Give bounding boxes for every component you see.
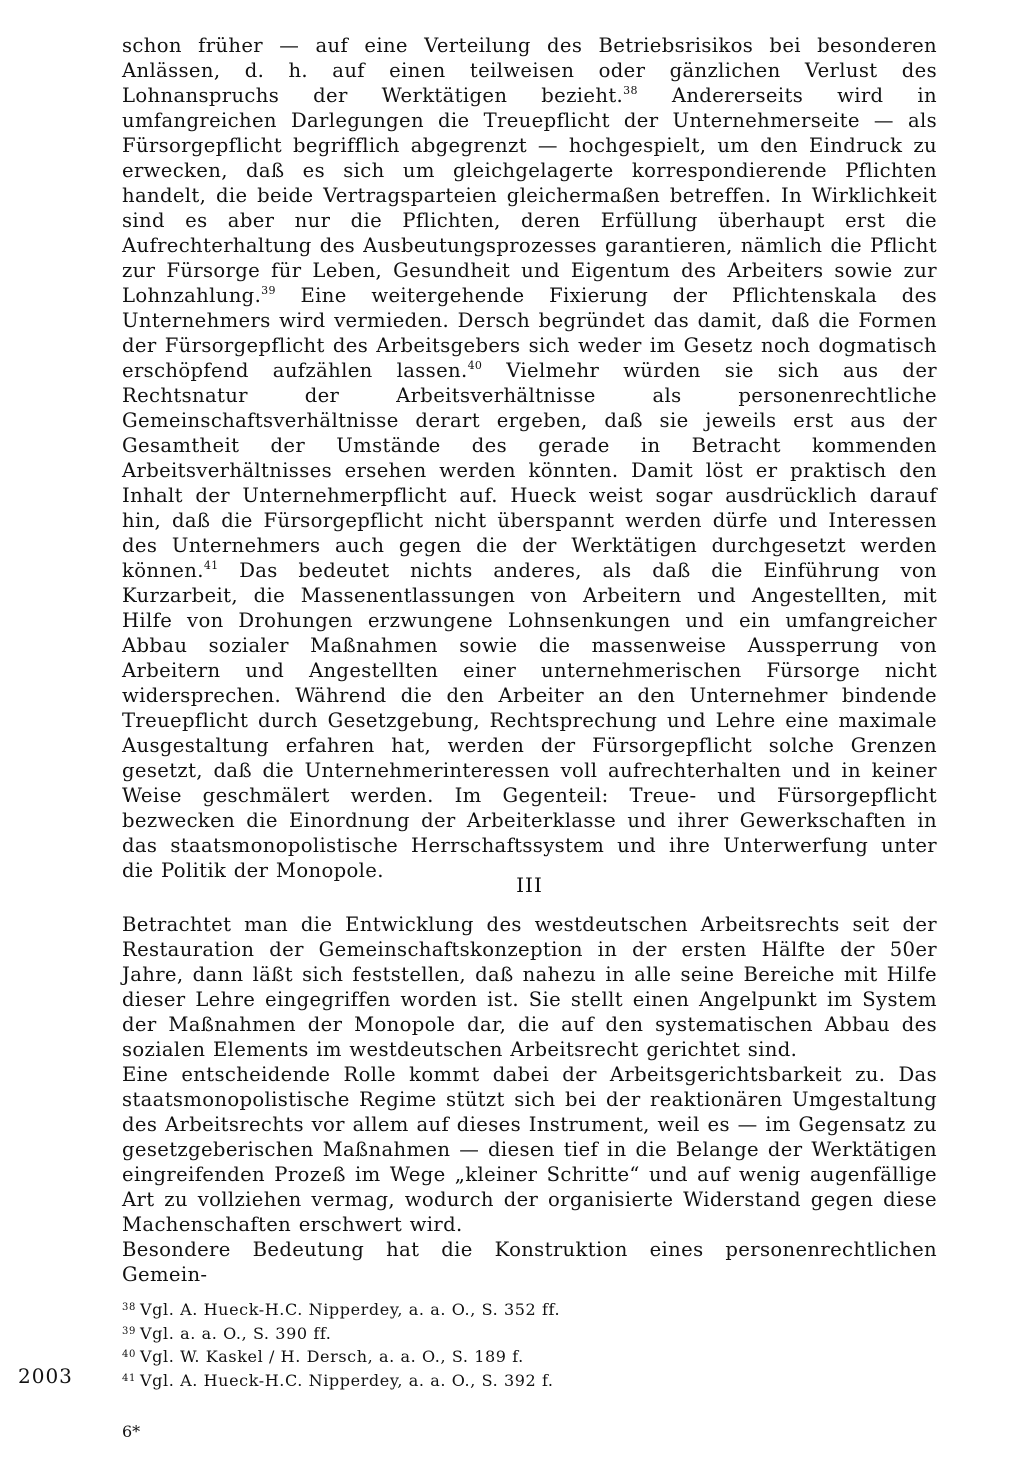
footnote-40: $^{40}$ Vgl. W. Kaskel / H. Dersch, a. a. O., S. 189 f. [122,1347,524,1366]
section-heading: III [516,873,543,897]
paragraph-text: Das bedeutet nichts anderes, als daß die Einführung von Kurzarbeit, die Massenentlassungen von Arbeitern und Angestellten, mit Hilfe von Drohungen erzwungene Lohnsenkungen und ein umfangreicher Abbau sozialer Maßnahmen sowie die massenweise Aussperrung von Arbeitern und Angestellten einer unternehmerischen Fürsorge nicht widersprechen. Während die den Arbeiter an den Unternehmer bindende Treuepflicht durch Gesetzgebung, Rechtsprechung und Lehre eine maximale Ausgestaltung erfahren hat, werden der Fürsorgepflicht solche Grenzen gesetzt, daß die Unternehmerinteressen voll aufrechterhalten und in keiner Weise geschmälert werden. Im Gegenteil: Treue- und Fürsorgepflicht bezwecken die Einordnung der Arbeiterklasse und ihrer Gewerkschaften in das staatsmonopolistische Herrschaftssystem und ihre Unterwerfung unter die Politik der Monopole. [122,559,937,882]
body-paragraph-2: Betrachtet man die Entwicklung des westdeutschen Arbeitsrechts seit der Restauration der Gemeinschaftskonzeption in der ersten Hälfte der 50er Jahre, dann läßt sich feststellen, daß nahezu in alle seine Bereiche mit Hilfe dieser Lehre eingegriffen worden ist. Sie stellt einen Angelpunkt im System der Maßnahmen der Monopole dar, die auf den systematischen Abbau des sozialen Elements im westdeutschen Arbeitsrecht gerichtet sind. [122,913,937,1061]
body-paragraph-4: Besondere Bedeutung hat die Konstruktion eines personenrechtlichen Gemein- [122,1238,937,1286]
body-paragraph-1 [122,33,937,883]
footnote-39: $^{39}$ Vgl. a. a. O., S. 390 ff. [122,1323,332,1343]
footnote-text: Vgl. A. Hueck-H.C. Nipperdey, a. a. O., S. 352 ff. [140,1300,561,1319]
footnote-ref-38[interactable]: 38 [623,84,638,97]
paragraph-text: schon früher — auf eine Verteilung des Betriebsrisikos bei besonderen Anlässen, d. h. auf einen teilweisen oder gänzlichen Verlust des Lohnanspruchs der Werktätigen bezieht. [122,34,937,107]
footnote-38: $^{38}$ Vgl. A. Hueck-H.C. Nipperdey, a. a. O., S. 352 ff. [122,1300,561,1319]
footnote-ref-39[interactable]: 39 [261,284,276,297]
footnote-text: Vgl. A. Hueck-H.C. Nipperdey, a. a. O., S. 392 f. [140,1370,554,1390]
footnote-text: Vgl. W. Kaskel / H. Dersch, a. a. O., S. 189 f. [140,1347,524,1366]
footnote-text: Vgl. a. a. O., S. 390 ff. [140,1323,332,1343]
paragraph-text: Eine weitergehende Fixierung der Pflichtenskala des Unternehmers wird vermieden. Dersch begründet das damit, daß die Formen der Fürsorgepflicht des Arbeitsgebers sich weder im Gesetz noch dogmatisch erschöpfend aufzählen lassen. [122,284,937,382]
footnote-ref-41[interactable]: 41 [203,559,219,572]
page-number: 2003 [18,1364,73,1388]
footnote-ref-40[interactable]: 40 [467,359,483,372]
footnotes [122,1298,937,1392]
body-paragraph-3: Eine entscheidende Rolle kommt dabei der Arbeitsgerichtsbarkeit zu. Das staatsmonopolistische Regime stützt sich bei der reaktionären Umgestaltung des Arbeitsrechts vor allem auf dieses Instrument, weil es — im Gegensatz zu gesetzgeberischen Maßnahmen — diesen tief in die Belange der Werktätigen eingreifenden Prozeß im Wege „kleiner Schritte“ und auf wenig augenfällige Art zu vollziehen vermag, wodurch der organisierte Widerstand gegen diese Machenschaften erschwert wird. [122,1063,937,1236]
paragraph-text: Vielmehr würden sie sich aus der Rechtsnatur der Arbeitsverhältnisse als personenrechtliche Gemeinschaftsverhältnisse derart ergeben, daß sie jeweils erst aus der Gesamtheit der Umstände des gerade in Betracht kommenden Arbeitsverhältnisses ersehen werden könnten. Damit löst er praktisch den Inhalt der Unternehmerpflicht auf. Hueck weist sogar ausdrücklich darauf hin, daß die Fürsorgepflicht nicht überspannt werden dürfe und Interessen des Unternehmers auch gegen die der Werktätigen durchgesetzt werden können. [122,359,937,582]
signature-mark: 6* [122,1422,141,1441]
footnote-41: $^{41}$ Vgl. A. Hueck-H.C. Nipperdey, a. a. O., S. 392 f. [122,1370,554,1390]
paragraph-text: Andererseits wird in umfangreichen Darlegungen die Treuepflicht der Unternehmerseite — als Fürsorgepflicht begrifflich abgegrenzt — hochgespielt, um den Eindruck zu erwecken, daß es sich um gleichgelagerte korrespondierende Pflichten handelt, die beide Vertragsparteien gleichermaßen betreffen. In Wirklichkeit sind es aber nur die Pflichten, deren Erfüllung überhaupt erst die Aufrechterhaltung des Ausbeutungsprozesses garantieren, nämlich die Pflicht zur Fürsorge für Leben, Gesundheit und Eigentum des Arbeiters sowie zur Lohnzahlung. [122,84,937,307]
